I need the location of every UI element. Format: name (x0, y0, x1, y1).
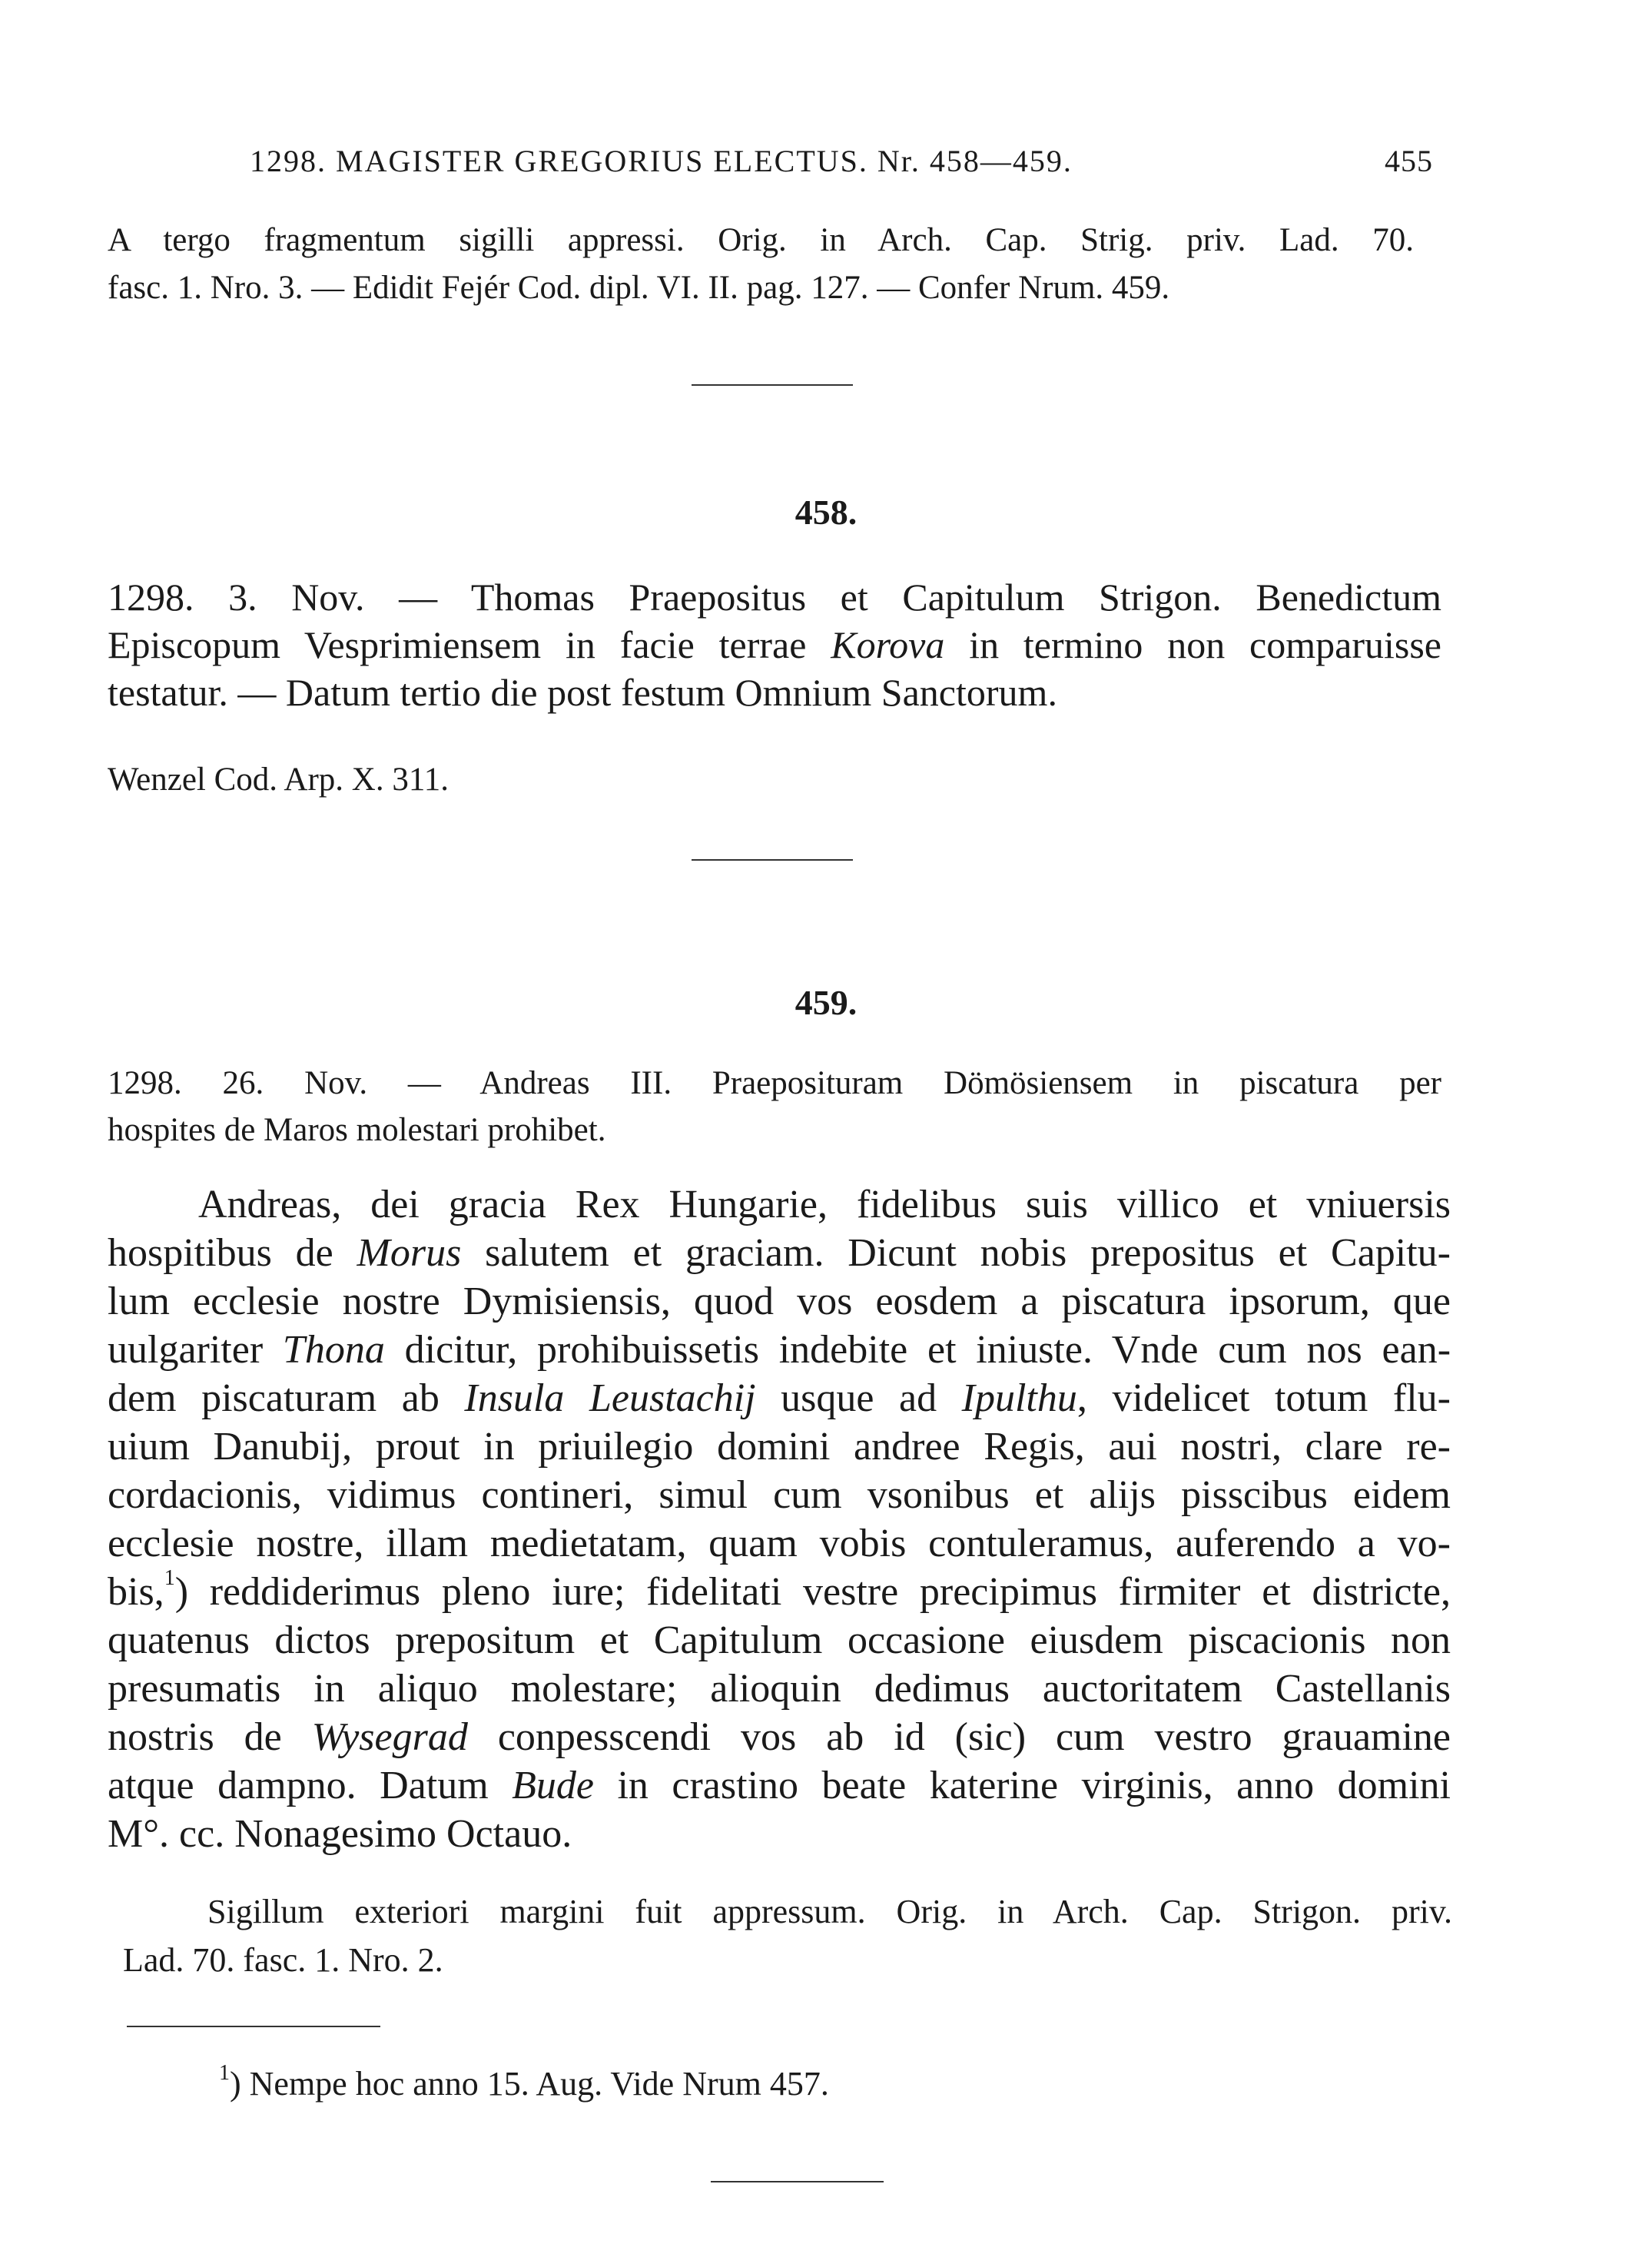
source-458: Wenzel Cod. Arp. X. 311. (108, 762, 449, 798)
charter-line-2: hospitibus de Morus salutem et graciam. Dicunt nobis prepositus et Capitu- (108, 1231, 1451, 1275)
charter-line-4: uulgariter Thona dicitur, prohibuissetis indebite et iniuste. Vnde cum nos ean- (108, 1328, 1451, 1372)
section-divider (692, 384, 853, 386)
regest-459-line-2: hospites de Maros molestari prohibet. (108, 1112, 606, 1148)
regest-459-line-1: 1298. 26. Nov. — Andreas III. Praeposituram Dömösiensem in piscatura per (108, 1065, 1441, 1101)
place-name-korova: Korova (831, 623, 945, 666)
document-number-459: 459. (794, 983, 858, 1022)
section-divider (692, 859, 853, 861)
charter-line-6: uium Danubij, prout in priuilegio domini andree Regis, aui nostri, clare re- (108, 1425, 1451, 1469)
footnote-marker: 1 (164, 1566, 175, 1590)
charter-line-13: atque dampno. Datum Bude in crastino beate katerine virginis, anno domini (108, 1764, 1451, 1807)
charter-line-1: Andreas, dei gracia Rex Hungarie, fidelibus suis villico et vniuersis (198, 1183, 1451, 1226)
charter-line-11: presumatis in aliquo molestare; alioquin dedimus auctoritatem Castellanis (108, 1667, 1451, 1711)
running-header-title: 1298. MAGISTER GREGORIUS ELECTUS. Nr. 458—459. (250, 144, 1073, 178)
footnote-rule (127, 2026, 380, 2027)
regest-458-line-2: Episcopum Vesprimiensem in facie terrae Korova in termino non comparuisse (108, 623, 1441, 666)
charter-line-10: quatenus dictos prepositum et Capitulum occasione eiusdem piscacionis non (108, 1618, 1451, 1662)
prev-note-line-2: fasc. 1. Nro. 3. — Edidit Fejér Cod. dipl. VI. II. pag. 127. — Confer Nrum. 459. (108, 270, 1170, 306)
charter-line-3: lum ecclesie nostre Dymisiensis, quod vos eosdem a piscatura ipsorum, que (108, 1280, 1451, 1323)
seal-note-line-2: Lad. 70. fasc. 1. Nro. 2. (123, 1941, 443, 1979)
charter-line-5: dem piscaturam ab Insula Leustachij usque ad Ipulthu, videlicet totum flu- (108, 1376, 1451, 1420)
charter-line-8: ecclesie nostre, illam medietatam, quam vobis contuleramus, auferendo a vo- (108, 1522, 1451, 1565)
charter-line-9: bis,$^1$) reddiderimus pleno iure; fidelitati vestre precipimus firmiter et districte, (108, 1566, 1451, 1614)
charter-line-7: cordacionis, vidimus contineri, simul cum vsonibus et alijs pisscibus eidem (108, 1473, 1451, 1517)
document-number-458: 458. (794, 493, 858, 532)
footnote-1: $^1$) Nempe hoc anno 15. Aug. Vide Nrum 457. (219, 2061, 829, 2103)
regest-458-line-3: testatur. — Datum tertio die post festum Omnium Sanctorum. (108, 671, 1057, 714)
section-divider (711, 2181, 884, 2182)
seal-note-line-1: Sigillum exteriori margini fuit appressum. Orig. in Arch. Cap. Strigon. priv. (207, 1893, 1452, 1930)
charter-line-14: M°. cc. Nonagesimo Octauo. (108, 1812, 572, 1856)
charter-line-12: nostris de Wysegrad conpesscendi vos ab id (sic) cum vestro grauamine (108, 1715, 1451, 1759)
prev-note-line-1: A tergo fragmentum sigilli appressi. Orig. in Arch. Cap. Strig. priv. Lad. 70. (108, 222, 1414, 258)
regest-458-line-1: 1298. 3. Nov. — Thomas Praepositus et Capitulum Strigon. Benedictum (108, 576, 1441, 619)
page-number: 455 (1385, 144, 1433, 178)
